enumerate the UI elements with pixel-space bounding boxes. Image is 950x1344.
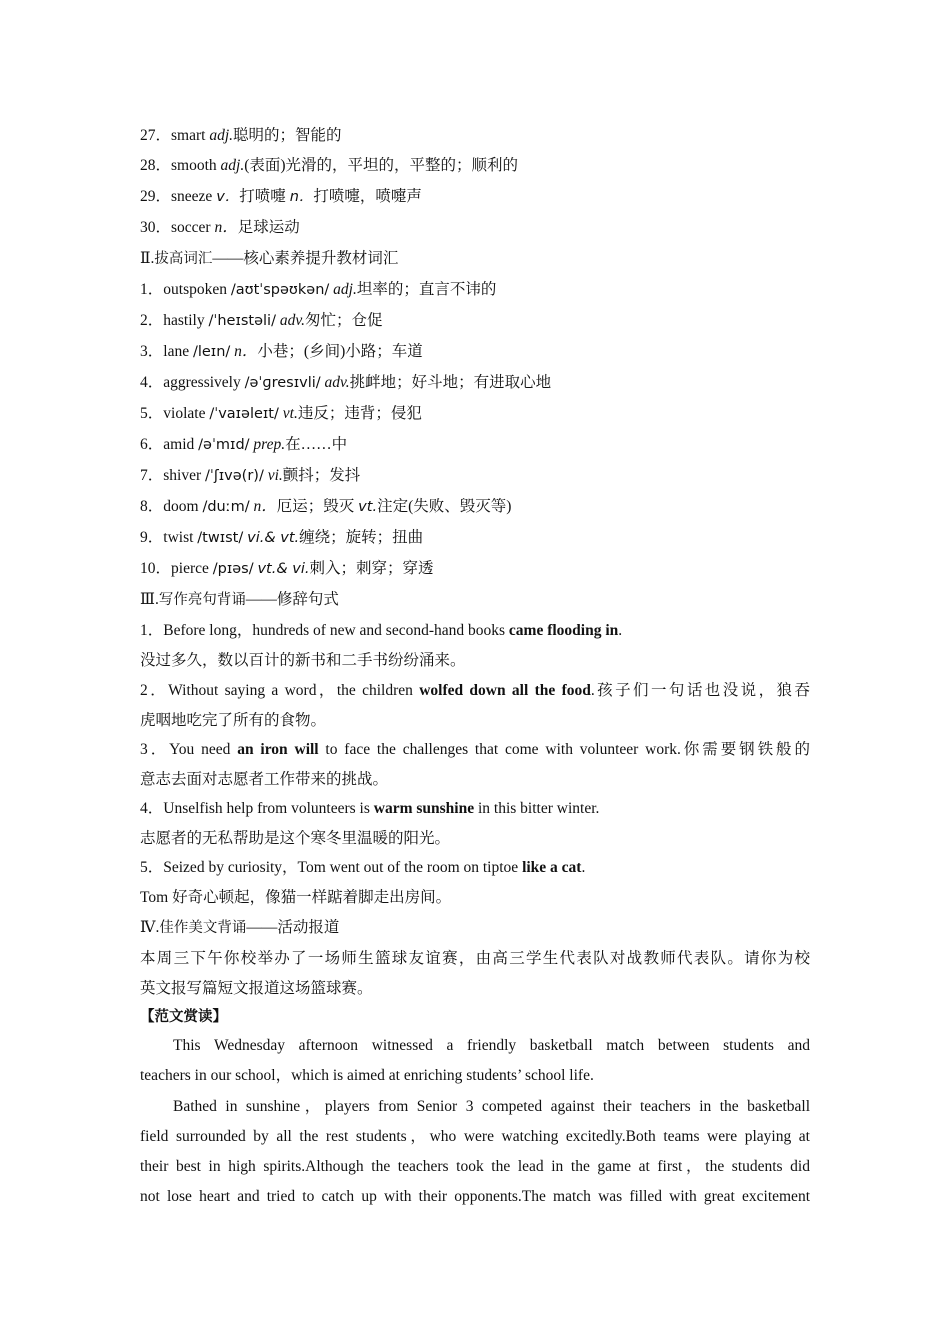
vocab-item: 6．amid /əˈmɪd/ prep.在……中: [140, 436, 348, 453]
vocab-item: 10．pierce /pɪəs/ vt.& vi.刺入；刺穿；穿透: [140, 560, 434, 577]
section-heading: Ⅳ.佳作美文背诵——活动报道: [140, 919, 340, 936]
vocab-item: 8．doom /duːm/ n．厄运；毁灭 vt.注定(失败、毁灭等): [140, 498, 512, 515]
sentence-cn: Tom 好奇心顿起，像猫一样踮着脚走出房间。: [140, 889, 452, 906]
sentence-en: 4．Unselfish help from volunteers is warm sunshine in this bitter winter.: [140, 800, 600, 817]
sentence-cn: 没过多久，数以百计的新书和二手书纷纷涌来。: [140, 652, 466, 669]
essay-line: their best in high spirits.Although the teachers took the lead in the game at first，the students did: [140, 1158, 810, 1175]
vocab-item: 7．shiver /ˈʃɪvə(r)/ vi.颤抖；发抖: [140, 467, 361, 484]
sentence-en: 1．Before long，hundreds of new and second-hand books came flooding in.: [140, 622, 623, 639]
vocab-item: 9．twist /twɪst/ vi.& vt.缠绕；旋转；扭曲: [140, 529, 424, 546]
essay-line: teachers in our school，which is aimed at enriching students’ school life.: [140, 1067, 594, 1084]
task-prompt: 本周三下午你校举办了一场师生篮球友谊赛，由高三学生代表队对战教师代表队。请你为校: [140, 950, 810, 967]
section-heading: Ⅱ.拔高词汇——核心素养提升教材词汇: [140, 250, 399, 267]
sentence-cn: 虎咽地吃完了所有的食物。: [140, 712, 327, 729]
sentence-cn: 意志去面对志愿者工作带来的挑战。: [140, 771, 389, 788]
sentence-en: 3．You need an iron will to face the challenges that come with volunteer work.你需要钢铁般的: [140, 741, 810, 758]
sample-label: 【范文赏读】: [140, 1009, 227, 1025]
task-prompt: 英文报写篇短文报道这场篮球赛。: [140, 980, 373, 997]
sentence-en: 5．Seized by curiosity，Tom went out of the room on tiptoe like a cat.: [140, 859, 586, 876]
vocab-item: 29．sneeze v．打喷嚏 n．打喷嚏，喷嚏声: [140, 188, 422, 205]
vocab-item: 5．violate /ˈvaɪəleɪt/ vt.违反；违背；侵犯: [140, 405, 422, 422]
vocab-item: 1．outspoken /aʊtˈspəʊkən/ adj.坦率的；直言不讳的: [140, 281, 497, 298]
vocab-item: 28．smooth adj.(表面)光滑的，平坦的，平整的；顺利的: [140, 157, 519, 174]
essay-line: not lose heart and tried to catch up with their opponents.The match was filled with great excitement: [140, 1188, 810, 1205]
essay-line: Bathed in sunshine，players from Senior 3 competed against their teachers in the basketball: [173, 1098, 810, 1115]
sentence-en: 2．Without saying a word，the children wolfed down all the food.孩子们一句话也没说，狼吞: [140, 682, 811, 699]
section-heading: Ⅲ.写作亮句背诵——修辞句式: [140, 591, 339, 608]
vocab-item: 4．aggressively /əˈɡresɪvli/ adv.挑衅地；好斗地；有进取心地: [140, 374, 552, 391]
essay-line: field surrounded by all the rest students，who were watching excitedly.Both teams were playing at: [140, 1128, 810, 1145]
sentence-cn: 志愿者的无私帮助是这个寒冬里温暖的阳光。: [140, 830, 451, 847]
essay-line: This Wednesday afternoon witnessed a friendly basketball match between students and: [173, 1037, 810, 1054]
vocab-item: 3．lane /leɪn/ n．小巷；(乡间)小路；车道: [140, 343, 423, 360]
vocab-item: 30．soccer n．足球运动: [140, 219, 300, 236]
vocab-item: 2．hastily /ˈheɪstəli/ adv.匆忙；仓促: [140, 312, 383, 329]
vocab-item: 27．smart adj.聪明的；智能的: [140, 127, 342, 144]
